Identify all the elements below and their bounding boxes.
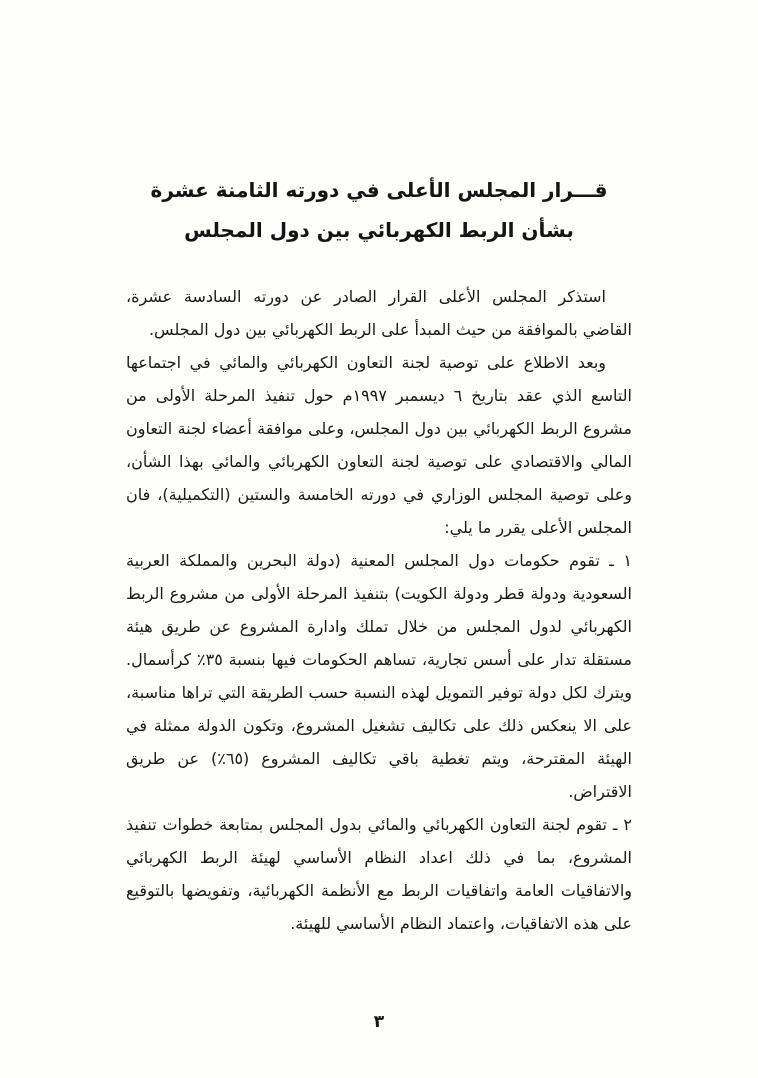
page-number: ٣ [373,1012,385,1032]
paragraph-preamble: وبعد الاطلاع على توصية لجنة التعاون الكهربائي والمائي في اجتماعها التاسع الذي عقد بتاريخ ٦ ديسمبر ١٩٩٧م حول تنفيذ المرحلة الأولى من مشروع الربط الكهربائي بين دول المجلس، وعلى موافقة أعضاء لجنة التعاون المالي والاقتصادي على توصية لجنة التعاون الكهربائي والمائي بهذا الشأن، وعلى توصية المجلس الوزاري في دورته الخامسة والستين (التكميلية)، فان المجلس الأعلى يقرر ما يلي: [126,353,633,537]
document-title [0,170,758,250]
decision-item-2: ٢ ـ تقوم لجنة التعاون الكهربائي والمائي بدول المجلس بمتابعة خطوات تنفيذ المشروع، بما في ذلك اعداد النظام الأساسي لهيئة الربط الكهربائي والاتفاقيات العامة واتفاقيات الربط مع الأنظمة الكهربائية، وتفويضها بالتوقيع على هذه الاتفاقيات، واعتماد النظام الأساسي للهيئة. [126,815,632,933]
title-line-2: بشأن الربط الكهربائي بين دول المجلس [184,218,574,242]
decision-item-1: ١ ـ تقوم حكومات دول المجلس المعنية (دولة البحرين والمملكة العربية السعودية ودولة قطر ودولة الكويت) بتنفيذ المرحلة الأولى من مشروع الربط الكهربائي لدول المجلس من خلال تملك وادارة المشروع عن طريق هيئة مستقلة تدار على أسس تجارية، تساهم الحكومات فيها بنسبة ٣٥٪ كرأسمال. ويترك لكل دولة توفير التمويل لهذه النسبة حسب الطريقة التي تراها مناسبة، على الا ينعكس ذلك على تكاليف تشغيل المشروع، وتكون الدولة ممثلة في الهيئة المقترحة، ويتم تغطية باقي تكاليف المشروع (٦٥٪) عن طريق الاقتراض. [126,551,633,801]
document-body [126,280,632,940]
title-line-1: قـــرار المجلس الأعلى في دورته الثامنة عشرة [150,178,608,202]
paragraph-recall: استذكر المجلس الأعلى القرار الصادر عن دورته السادسة عشرة، القاضي بالموافقة من حيث المبدأ على الربط الكهربائي بين دول المجلس. [126,287,632,339]
